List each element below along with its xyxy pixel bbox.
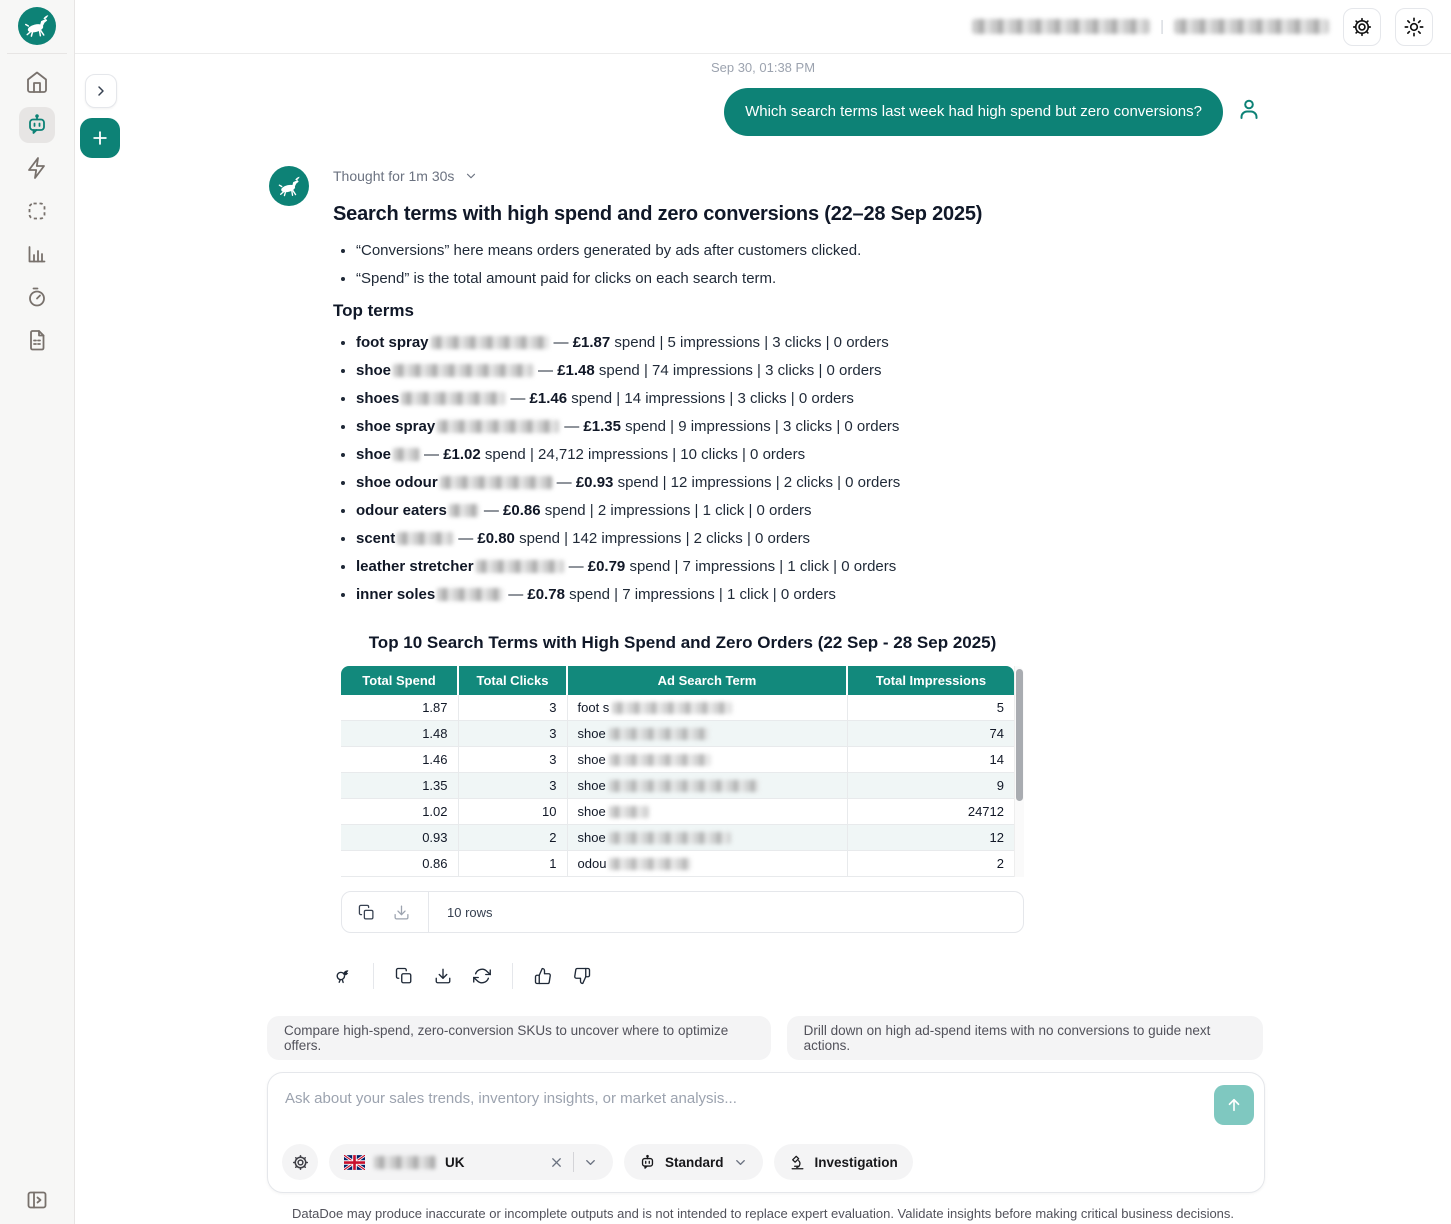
home-icon (25, 70, 49, 94)
redacted-term-text (397, 532, 453, 545)
redacted-term-text (476, 560, 564, 573)
sidebar-item-automations[interactable] (19, 150, 55, 186)
chatbot-icon (25, 113, 49, 137)
sidebar (0, 0, 75, 1224)
col-ad-search-term: Ad Search Term (567, 666, 847, 695)
redacted-workspace-name (1174, 19, 1329, 34)
composer (267, 1072, 1265, 1193)
message-actions (333, 963, 1033, 989)
select-area-icon (25, 199, 49, 223)
message-timestamp: Sep 30, 01:38 PM (710, 60, 816, 75)
table-header-row (341, 666, 1014, 695)
chatbot-icon (639, 1154, 656, 1171)
sidebar-collapse-button[interactable] (25, 1188, 49, 1212)
thought-toggle[interactable] (333, 166, 478, 184)
table-title: Top 10 Search Terms with High Spend and Zero Orders (22 Sep - 28 Sep 2025) (368, 633, 997, 652)
suggestion-chip[interactable]: Compare high-spend, zero-conversion SKUs to uncover where to optimize offers. (267, 1016, 771, 1060)
thumbs-down-icon (573, 967, 591, 985)
answer-notes (333, 242, 1033, 287)
copy-icon (395, 967, 413, 985)
term-list-item: • inner soles — £0.78 spend | 7 impressions | 1 click | 0 orders (356, 586, 1033, 603)
uk-flag-icon (344, 1155, 365, 1170)
disclaimer-text: DataDoe may produce inaccurate or incomplete outputs and is not intended to replace expert evaluation. Validate insights before making critical business decisions. (291, 1206, 1235, 1221)
table-footer (341, 891, 1024, 933)
term-list-item: • foot spray — £1.87 spend | 5 impressions | 3 clicks | 0 orders (356, 334, 1033, 351)
term-list-item: • scent — £0.80 spend | 142 impressions | 2 clicks | 0 orders (356, 530, 1033, 547)
term-list-item: • shoe odour — £0.93 spend | 12 impressions | 2 clicks | 0 orders (356, 474, 1033, 491)
bar-chart-icon (25, 242, 49, 266)
brand-logo (18, 7, 56, 45)
redacted-term-text (609, 858, 691, 870)
brand-action-button[interactable] (333, 967, 352, 986)
stopwatch-icon (25, 285, 49, 309)
refresh-icon (473, 967, 491, 985)
regenerate-button[interactable] (473, 967, 491, 985)
assistant-content (333, 166, 1033, 989)
agent-label: Investigation (814, 1154, 898, 1170)
note-item: • “Conversions” here means orders generated by ads after customers clicked. (356, 242, 1033, 259)
settings-button[interactable] (1343, 8, 1381, 46)
redacted-term-text (393, 364, 533, 377)
actions-divider (512, 963, 513, 989)
table-wrapper (341, 666, 1024, 877)
theme-toggle-button[interactable] (1395, 8, 1433, 46)
top-terms-heading: Top terms (333, 301, 414, 320)
term-list-item: • shoe spray — £1.35 spend | 9 impressions | 3 clicks | 0 orders (356, 418, 1033, 435)
table-row: 1.35 3 shoe 9 (341, 773, 1014, 799)
results-table (341, 666, 1014, 877)
sidebar-divider (7, 53, 67, 54)
redacted-term-text (437, 420, 559, 433)
marketplace-label: UK (445, 1154, 465, 1170)
gear-icon (1351, 16, 1373, 38)
term-list-item: • odour eaters — £0.86 spend | 2 impressions | 1 click | 0 orders (356, 502, 1033, 519)
redacted-term-text (437, 588, 503, 601)
redacted-term-text (609, 728, 709, 740)
user-message-row (263, 88, 1263, 136)
term-list-item: • shoe — £1.02 spend | 24,712 impressions | 10 clicks | 0 orders (356, 446, 1033, 463)
person-icon (1237, 97, 1261, 121)
topbar (75, 0, 1451, 54)
table-row: 1.46 3 shoe 14 (341, 747, 1014, 773)
mode-label: Standard (665, 1154, 724, 1170)
col-total-spend: Total Spend (341, 666, 458, 695)
redacted-term-text (401, 392, 505, 405)
download-icon (393, 904, 410, 921)
arrow-up-icon (1225, 1096, 1243, 1114)
goat-icon (276, 173, 303, 200)
thumbs-down-button[interactable] (573, 967, 591, 985)
table-row: 0.86 1 odou 2 (341, 851, 1014, 877)
copy-icon (358, 904, 375, 921)
download-response-button[interactable] (434, 967, 452, 985)
redacted-term-text (440, 476, 552, 489)
col-total-impressions: Total Impressions (847, 666, 1014, 695)
goat-mini-icon (333, 967, 352, 986)
history-expand-button[interactable] (85, 74, 117, 108)
redacted-term-text (431, 336, 549, 349)
actions-divider (373, 963, 374, 989)
redacted-marketplace-text (374, 1156, 436, 1169)
thought-label: Thought for 1m 30s (333, 168, 455, 184)
table-row: 1.87 3 foot s 5 (341, 695, 1014, 721)
chevron-down-icon (733, 1155, 748, 1170)
thumbs-up-icon (534, 967, 552, 985)
copy-response-button[interactable] (395, 967, 413, 985)
row-count-label: 10 rows (447, 904, 493, 920)
suggestion-chips (263, 1016, 1263, 1060)
goat-icon (22, 11, 52, 41)
sidebar-item-chat[interactable] (19, 107, 55, 143)
document-icon (25, 328, 49, 352)
term-list-item: • shoe — £1.48 spend | 74 impressions | 3 clicks | 0 orders (356, 362, 1033, 379)
assistant-avatar (269, 166, 309, 206)
topbar-divider: | (1160, 18, 1164, 35)
composer-settings-button[interactable] (282, 1144, 318, 1180)
footer-divider (428, 892, 429, 932)
col-total-clicks: Total Clicks (458, 666, 567, 695)
redacted-term-text (449, 504, 479, 517)
chevron-down-icon (464, 169, 478, 183)
sidebar-nav (19, 64, 55, 358)
sidebar-item-select-area[interactable] (19, 193, 55, 229)
chat-panel (75, 54, 1451, 1224)
note-item: • “Spend” is the total amount paid for clicks on each search term. (356, 270, 1033, 287)
assistant-message-row (263, 166, 1263, 989)
panel-expand-icon (25, 1188, 49, 1212)
new-chat-button[interactable] (80, 118, 120, 158)
user-avatar (1237, 97, 1261, 121)
microscope-icon (789, 1154, 806, 1171)
gear-icon (291, 1153, 310, 1172)
table-download-button[interactable] (393, 904, 410, 921)
sidebar-item-home[interactable] (19, 64, 55, 100)
table-row: 0.93 2 shoe 12 (341, 825, 1014, 851)
redacted-term-text (393, 448, 419, 461)
plus-icon (90, 128, 110, 148)
close-icon[interactable] (549, 1155, 564, 1170)
redacted-account-name (972, 19, 1150, 34)
term-list-item: • shoes — £1.46 spend | 14 impressions | 3 clicks | 0 orders (356, 390, 1033, 407)
download-icon (434, 967, 452, 985)
agent-selector[interactable] (774, 1144, 913, 1180)
sidebar-item-schedules[interactable] (19, 279, 55, 315)
suggestion-chip[interactable]: Drill down on high ad-spend items with no conversions to guide next actions. (787, 1016, 1263, 1060)
user-message-bubble: Which search terms last week had high spend but zero conversions? (724, 88, 1223, 136)
results-table-block (341, 633, 1024, 933)
top-terms-list (333, 334, 1033, 603)
mode-selector[interactable] (624, 1144, 763, 1180)
chevron-down-icon[interactable] (583, 1155, 598, 1170)
scrollbar-thumb[interactable] (1016, 669, 1023, 801)
thumbs-up-button[interactable] (534, 967, 552, 985)
send-button[interactable] (1214, 1085, 1254, 1125)
table-row: 1.02 10 shoe 24712 (341, 799, 1014, 825)
chevron-right-icon (93, 83, 109, 99)
sun-icon (1403, 16, 1425, 38)
redacted-term-text (609, 832, 731, 844)
redacted-term-text (609, 806, 649, 818)
table-copy-button[interactable] (358, 904, 375, 921)
pill-divider (573, 1152, 574, 1172)
marketplace-selector[interactable] (329, 1144, 613, 1180)
table-row: 1.48 3 shoe 74 (341, 721, 1014, 747)
redacted-term-text (609, 780, 759, 792)
term-list-item: • leather stretcher — £0.79 spend | 7 impressions | 1 click | 0 orders (356, 558, 1033, 575)
answer-title: Search terms with high spend and zero conversions (22–28 Sep 2025) (333, 203, 983, 225)
table-scrollbar[interactable] (1014, 666, 1024, 877)
composer-controls (282, 1144, 913, 1180)
redacted-term-text (609, 754, 711, 766)
sidebar-item-analytics[interactable] (19, 236, 55, 272)
sidebar-item-reports[interactable] (19, 322, 55, 358)
zap-icon (25, 156, 49, 180)
redacted-term-text (612, 702, 732, 714)
